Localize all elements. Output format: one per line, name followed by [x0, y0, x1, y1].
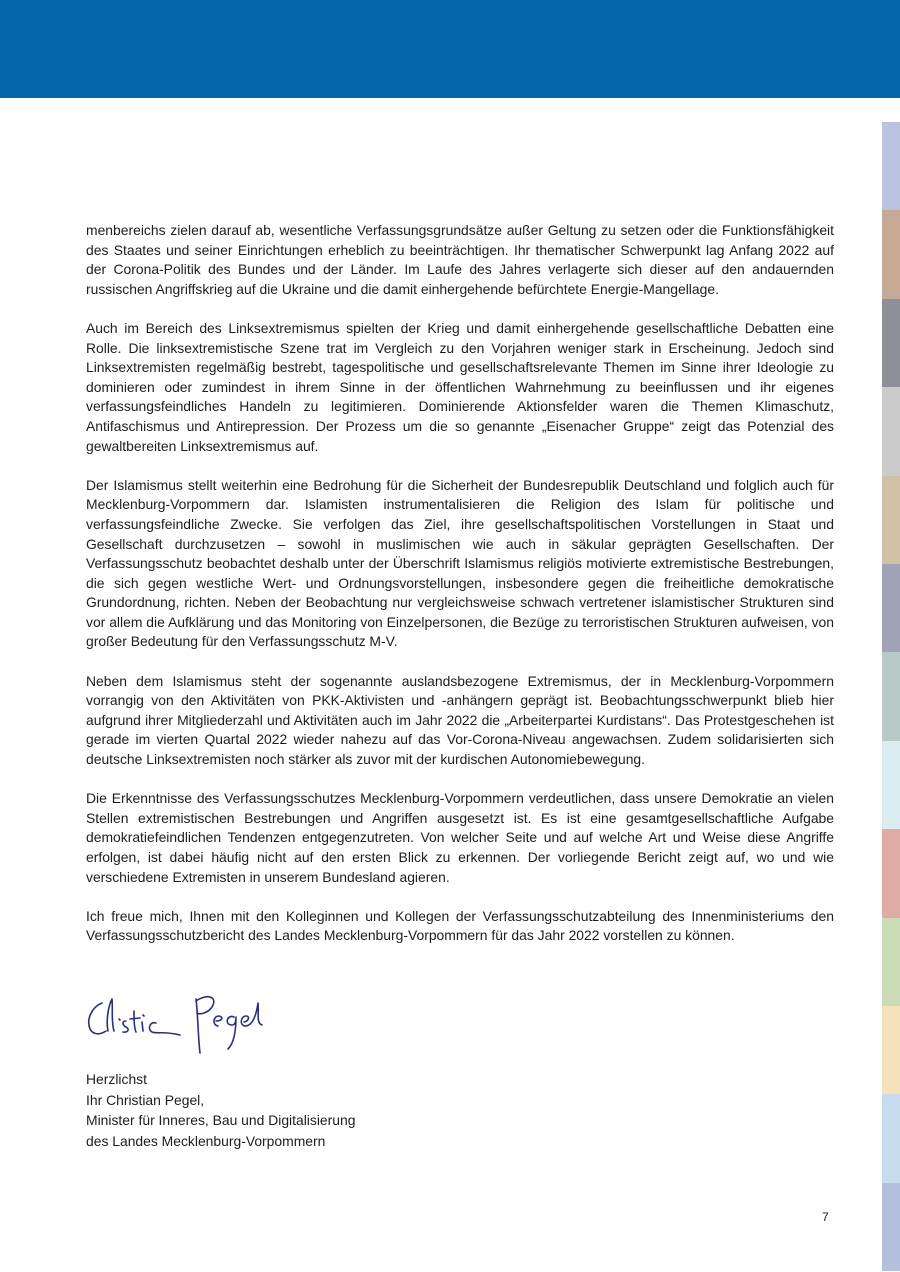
header-bar [0, 0, 900, 98]
closing-block [86, 1069, 355, 1151]
paragraph-1: menbereichs zielen darauf ab, wesentliche Verfassungsgrundsätze außer Geltung zu setzen oder die Funktionsfähigkeit des Staates und seiner Einrichtungen erheblich zu beeinträchtigen. Ihr thematischer Schwerpunkt lag Anfang 2022 auf der Corona-Politik des Bundes und der Länder. Im Laufe des Jahres verlagerte sich dieser auf den andauernden russischen Angriffskrieg auf die Ukraine und die damit einhergehende befürchtete Energie-Mangellage. [86, 222, 834, 297]
paragraph-2: Auch im Bereich des Linksextremismus spielten der Krieg und damit einhergehende gesellschaftliche Debatten eine Rolle. Die linksextremistische Szene trat im Vergleich zu den Vorjahren weniger stark in Erscheinung. Jedoch sind Linksextremisten regelmäßig bestrebt, tagespolitische und gesellschaftsrelevante Themen im Sinne ihrer Ideologie zu dominieren oder zumindest in ihrem Sinne in der öffentlichen Wahrnehmung zu beeinflussen und ihr eigenes verfassungsfeindliches Handeln zu legitimieren. Dominierende Aktionsfelder waren die Themen Klimaschutz, Antifaschismus und Antirepression. Der Prozess um die so genannte „Eisenacher Gruppe“ zeigt das Potenzial des gewaltbereiten Linksextremismus auf. [86, 319, 834, 454]
side-tab-1 [882, 122, 900, 210]
side-color-tabs [882, 122, 900, 1271]
side-tab-3 [882, 299, 900, 387]
closing-name: Ihr Christian Pegel, [86, 1091, 205, 1108]
paragraph-3: Der Islamismus stellt weiterhin eine Bedrohung für die Sicherheit der Bundesrepublik Deutschland und folglich auch für Mecklenburg-Vorpommern dar. Islamisten instrumentalisieren die Religion des Islam für politische und verfassungsfeindliche Zwecke. Sie verfolgen das Ziel, ihre gesellschaftspolitischen Vorstellungen in Staat und Gesellschaft durchzusetzen – sowohl in muslimischen wie auch in säkular geprägten Gesellschaften. Der Verfassungsschutz beobachtet deshalb unter der Überschrift Islamismus religiös motivierte extremistische Bestrebungen, die sich gegen westliche Wert- und Ordnungsvorstellungen, insbesondere gegen die freiheitliche demokratische Grundordnung, richten. Neben der Beobachtung nur vergleichsweise schwach vertretener islamistischer Strukturen sind vor allem die Aufklärung und das Monitoring von Einzelpersonen, die Bezüge zu terroristischen Strukturen aufweisen, von großer Bedeutung für den Verfassungsschutz M-V. [86, 476, 834, 650]
paragraph-5: Die Erkenntnisse des Verfassungsschutzes Mecklenburg-Vorpommern verdeutlichen, dass unsere Demokratie an vielen Stellen extremistischen Bestrebungen und Angriffen ausgesetzt ist. Es ist eine gesamtgesellschaftliche Aufgabe demokratiefeindlichen Tendenzen entgegenzutreten. Von welcher Seite und auf welche Art und Weise diese Angriffe erfolgen, ist dabei häufig nicht auf den ersten Blick zu erkennen. Der vorliegende Bericht zeigt auf, wo und wie verschiedene Extremisten in unserem Bundesland agieren. [86, 790, 834, 885]
side-tab-10 [882, 918, 900, 1006]
paragraph-6: Ich freue mich, Ihnen mit den Kolleginnen und Kollegen der Verfassungsschutzabteilung des Innenministeriums den Verfassungsschutzbericht des Landes Mecklenburg-Vorpommern für das Jahr 2022 vorstellen zu können. [86, 907, 834, 944]
side-tab-7 [882, 652, 900, 740]
side-tab-11 [882, 1006, 900, 1094]
side-tab-12 [882, 1094, 900, 1182]
side-tab-13 [882, 1183, 900, 1271]
paragraph-4: Neben dem Islamismus steht der sogenannte auslandsbezogene Extremismus, der in Mecklenburg-Vorpommern vorrangig von den Aktivitäten von PKK-Aktivisten und -anhängern geprägt ist. Beobachtungsschwerpunkt blieb hier aufgrund ihrer Mitgliederzahl und Aktivitäten auch im Jahr 2022 die „Arbeiterpartei Kurdistans“. Das Protestgeschehen ist gerade im vierten Quartal 2022 wieder nahezu auf das Vor-Corona-Niveau angewachsen. Zudem solidarisierten sich deutsche Linksextremisten noch stärker als zuvor mit der kurdischen Autonomiebewegung. [86, 672, 834, 768]
side-tab-5 [882, 476, 900, 564]
page-number: 7 [822, 1210, 829, 1224]
side-tab-6 [882, 564, 900, 652]
closing-state: des Landes Mecklenburg-Vorpommern [86, 1132, 326, 1149]
side-tab-8 [882, 741, 900, 829]
side-tab-2 [882, 210, 900, 298]
closing-title: Minister für Inneres, Bau und Digitalisierung [86, 1112, 356, 1128]
body-text [86, 221, 834, 966]
side-tab-9 [882, 829, 900, 917]
closing-greeting: Herzlichst [86, 1071, 147, 1087]
handwritten-signature [84, 985, 269, 1061]
side-tab-4 [882, 387, 900, 475]
